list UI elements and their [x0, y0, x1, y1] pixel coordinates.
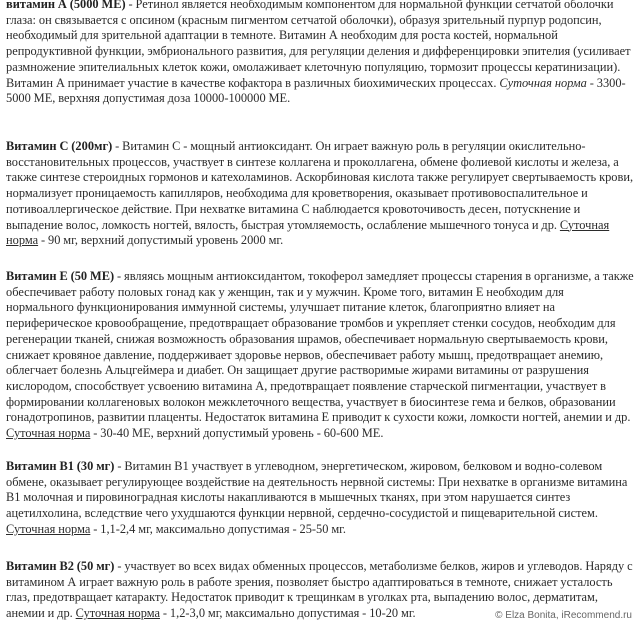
vitamin-e-norm-text: - 30-40 МЕ, верхний допустимый уровень - 60-600 МЕ. — [90, 426, 384, 441]
vitamin-e-paragraph — [6, 269, 634, 442]
vitamin-b1-title: Витамин В1 (30 мг) — [6, 459, 115, 473]
vitamin-c-norm-text: - 90 мг, верхний допустимый уровень 2000 мг. — [38, 233, 284, 248]
vitamin-b1-norm-label: Суточная норма — [6, 521, 91, 536]
vitamin-a-text: - Ретинол является необходимым компонентом для нормальной функции сетчатой оболочки глаза: он связывается с опсином (красным пигментом сетчатой оболочки), образуя зрительный пурпур родопсин, необходимый для зрительной адаптации в темноте. Витамин А необходим для роста костей, нормальной репродуктивной функции, эмбрионального развития, для регуляции деления и дифференцировки эпителия (усиливает размножение эпителиальных клеток кожи, омолаживает клеточную популяцию, тормозит процессы кератинизации). Витамин А принимает участие в качестве кофактора в различных биохимических процессах. — [6, 0, 631, 90]
vitamin-a-paragraph — [6, 0, 634, 107]
vitamin-e-norm-label: Суточная норма — [6, 426, 91, 441]
vitamin-b2-norm-text: - 1,2-3,0 мг, максимально допустимая - 10-20 мг. — [159, 606, 416, 621]
vitamin-c-text: - Витамин С - мощный антиоксидант. Он играет важную роль в регуляции окислительно-восстановительных процессов, участвует в синтезе коллагена и проколлагена, обмене фолиевой кислоты и железа, а также синтезе стероидных гормонов и катехоламинов. Аскорбиновая кислота также регулирует свертываемость крови, нормализует проницаемость капилляров, необходима для кроветворения, оказывает противовоспалительное и потивоаллергическое действие. При нехватке витамина С наблюдается кровоточивость десен, потускнение и выпадение волос, ломкость ногтей, вялость, быстрая утомляемость, ослабление мышечного тонуса и др. — [6, 139, 634, 232]
vitamin-b2-text: - участвует во всех видах обменных процессов, метаболизме белков, жиров и углеводов. Наряду с витамином А играет важную роль в работе зрения, позволяет быстро адаптироваться в темноте, снижает усталость глаз, предотвращает катаракту. Недостаток приводит к трещинкам в уголках рта, выпадению волос, дерматитам, анемии и др. — [6, 559, 633, 621]
vitamin-a-title: витамин А (5000 МЕ) — [6, 0, 126, 11]
vitamin-b1-paragraph — [6, 459, 634, 538]
vitamin-a-norm-text: - 3300-5000 МЕ, верхняя допустимая доза 10000-100000 МЕ. — [6, 75, 626, 106]
vitamin-e-text: - являясь мощным антиоксидантом, токоферол замедляет процессы старения в организме, а также обеспечивает работу половых гонад как у женщин, так и у мужчин. Кроме того, витамин Е необходим для нормального функционирования иммунной системы, улучшает питание клеток, благоприятно влияет на периферическое кровообращение, предотвращает образование тромбов и укрепляет стенки сосудов, необходим для регенерации тканей, снижая возможность образования шрамов, обеспечивает нормальную свертываемость крови, снижает кровяное давление, поддерживает здоровье нервов, обеспечивает работу мышц, предотвращает анемию, облегчает болезнь Альцгеймера и диабет. Он защищает другие растворимые жирами витамины от разрушения кислородом, способствует усвоению витамина А, предотвращает появление старческой пигментации, участвует в формировании коллагеновых волокон межклеточного вещества, участвует в биосинтезе гема и белков, образовании гонадотропинов, развитии плаценты. Недостаток витамина Е приводит к сухости кожи, ломкости ногтей, анемии и др. — [6, 269, 634, 425]
watermark: © Elza Bonita, iRecommend.ru — [495, 610, 632, 621]
vitamin-c-norm-label: Суточная норма — [6, 217, 610, 248]
vitamin-b1-norm-text: - 1,1-2,4 мг, максимально допустимая - 25-50 мг. — [90, 521, 346, 536]
vitamin-c-title: Витамин С (200мг) — [6, 139, 113, 153]
vitamin-b1-text: - Витамин В1 участвует в углеводном, энергетическом, жировом, белковом и водно-солевом обмене, оказывает регулирующее воздействие на деятельность нервной системы: При нехватке в организме витамина В1 молочная и пировиноградная кислоты накапливаются в мышечных тканях, при этом нарушается синтез ацетилхолина, вследствие чего ухудшаются функции нервной, сердечно-сосудистой и пищеварительной систем. — [6, 459, 628, 521]
vitamin-c-paragraph — [6, 139, 634, 249]
vitamin-b2-title: Витамин В2 (50 мг) — [6, 559, 115, 573]
vitamin-e-title: Витамин Е (50 МЕ) — [6, 269, 115, 283]
vitamin-b2-norm-label: Суточная норма — [75, 606, 160, 621]
vitamin-a-norm-label: Суточная норма — [499, 75, 587, 90]
